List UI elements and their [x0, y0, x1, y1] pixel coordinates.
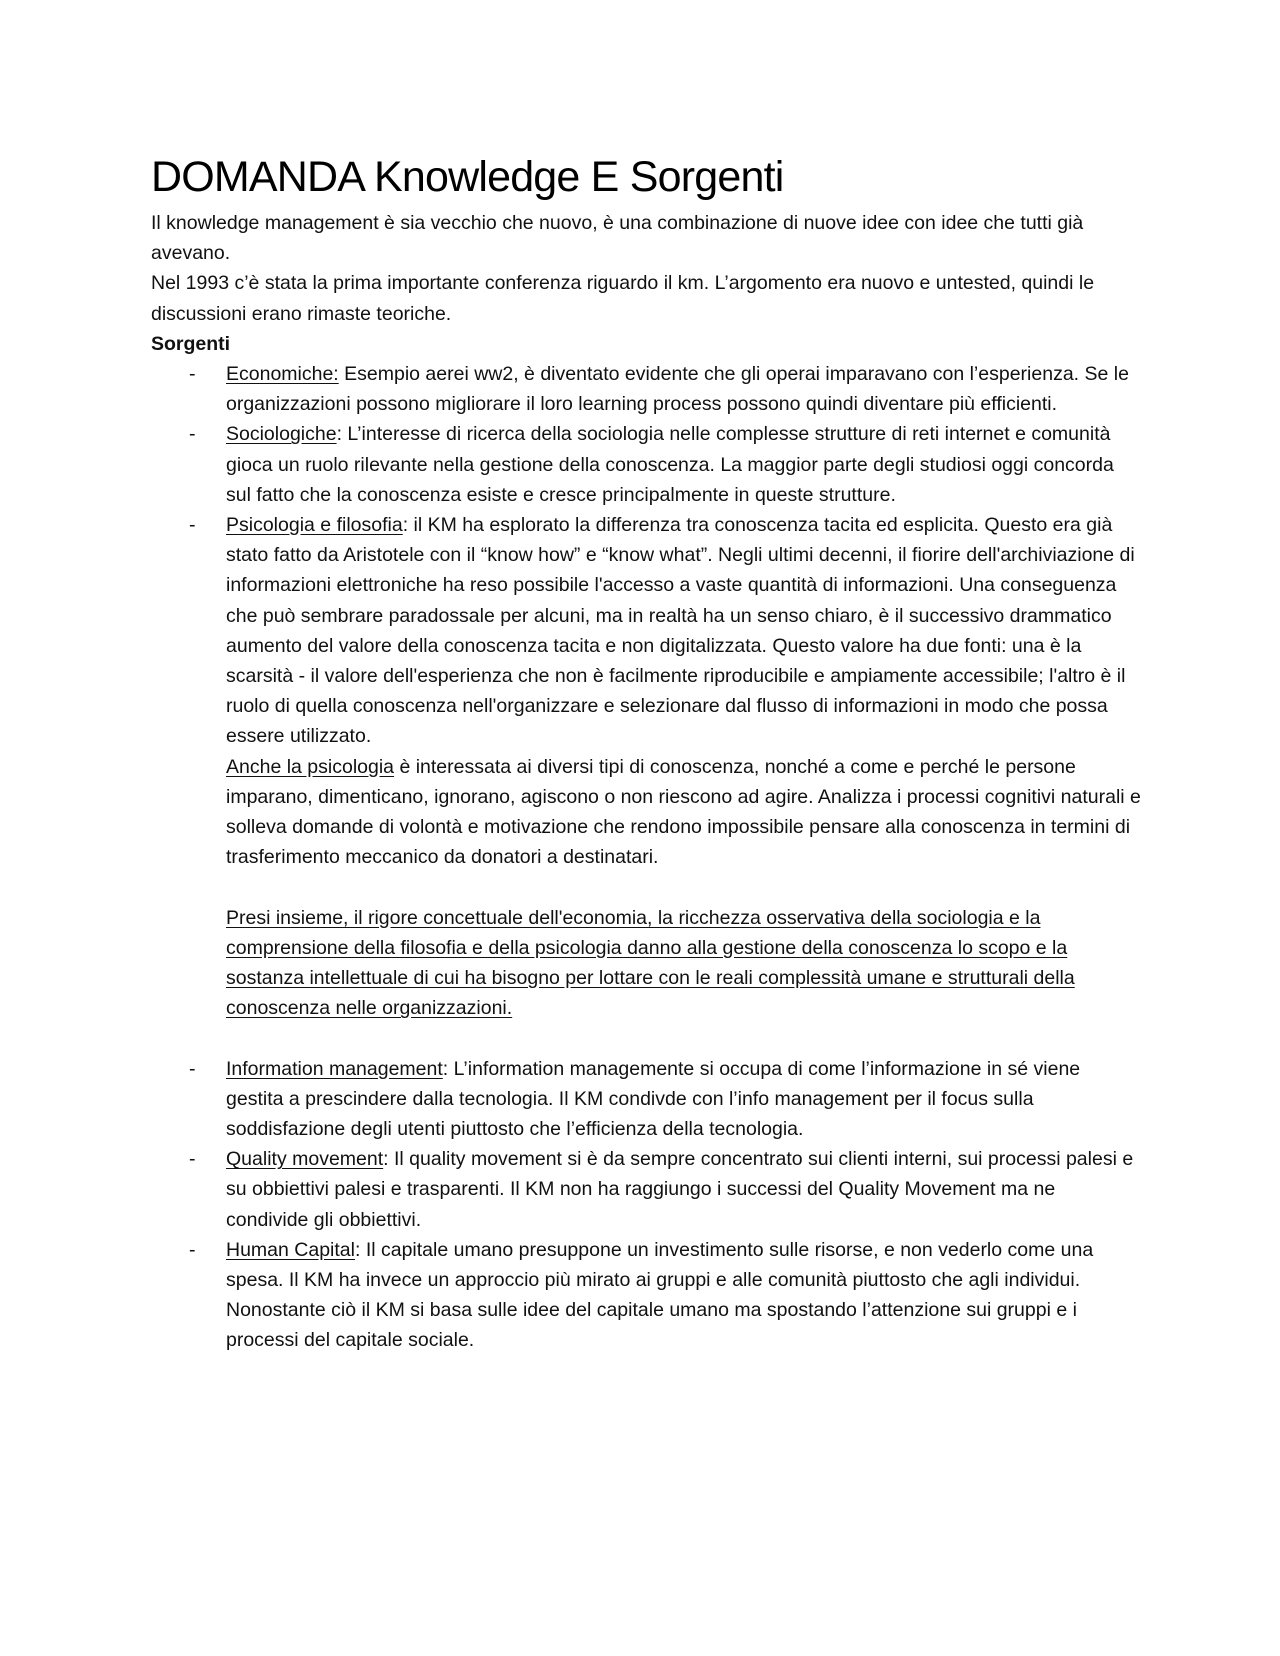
- text-sociologiche: : L’interesse di ricerca della sociologia nelle complesse strutture di reti internet e comunità gioca un ruolo rilevante nella gestione della conoscenza. La maggior parte degli studiosi oggi concorda sul fatto che la conoscenza esiste e cresce principalmente in queste strutture.: [226, 423, 1114, 506]
- intro-paragraph-1: Il knowledge management è sia vecchio che nuovo, è una combinazione di nuove idee con idee che tutti già avevano.: [151, 212, 1084, 265]
- list-item-human-capital: [151, 1235, 1141, 1356]
- text-information-management: : L’information managemente si occupa di come l’informazione in sé viene gestita a prescindere dalla tecnologia. Il KM condivde con l’info management per il focus sulla soddisfazione degli utenti piuttosto che l’efficienza della tecnologia.: [226, 1057, 1081, 1141]
- intro-paragraph-2: Nel 1993 c’è stata la prima importante conferenza riguardo il km. L’argomento era nuovo e untested, quindi le discussioni erano rimaste teoriche.: [151, 272, 1095, 325]
- document-title: DOMANDA Knowledge E Sorgenti: [151, 153, 784, 201]
- list-item-information-management: [151, 1054, 1141, 1145]
- term-anche-psicologia: Anche la psicologia: [226, 755, 395, 778]
- text-anche-psicologia: è interessata ai diversi tipi di conoscenza, nonché a come e perché le persone imparano, dimenticano, ignorano, agiscono o non riescono ad agire. Analizza i processi cognitivi naturali e solleva domande di volontà e motivazione che rendono impossibile pensare alla conoscenza in termini di trasferimento meccanico da donatori a destinatari.: [226, 755, 1141, 869]
- list-item-quality-movement: [151, 1144, 1141, 1235]
- list-item-economiche: [151, 359, 1141, 419]
- sources-list: [151, 359, 1141, 1356]
- bullet-dash: -: [189, 1148, 196, 1171]
- bullet-dash: -: [189, 1238, 196, 1261]
- text-quality-movement: : Il quality movement si è da sempre concentrato sui clienti interni, sui processi palesi e su obbiettivi palesi e trasparenti. Il KM non ha raggiungo i successi del Quality Movement ma ne condivide gli obbiettivi.: [226, 1148, 1134, 1231]
- text-economiche: Esempio aerei ww2, è diventato evidente che gli operai imparavano con l’esperienza. Se le organizzazioni possono migliorare il loro learning process possono quindi diventare più efficienti.: [226, 363, 1129, 416]
- term-economiche: Economiche:: [226, 363, 339, 386]
- blank-line: [226, 1023, 1141, 1053]
- blank-line: [226, 872, 1141, 902]
- term-information-management: Information management: [226, 1057, 443, 1080]
- term-human-capital: Human Capital: [226, 1238, 355, 1261]
- bullet-dash: -: [189, 363, 196, 386]
- term-psicologia-filosofia: Psicologia e filosofia: [226, 514, 403, 537]
- bullet-dash: -: [189, 1057, 196, 1080]
- list-item-psicologia-filosofia: [151, 510, 1141, 1054]
- document-page: [151, 150, 1141, 1356]
- text-human-capital: : Il capitale umano presuppone un investimento sulle risorse, e non vederlo come una spesa. Il KM ha invece un approccio più mirato ai gruppi e alle comunità piuttosto che agli individui. Nonostante ciò il KM si basa sulle idee del capitale umano ma spostando l’attenzione sui gruppi e i processi del capitale sociale.: [226, 1238, 1094, 1352]
- term-sociologiche: Sociologiche: [226, 423, 337, 446]
- bullet-dash: -: [189, 423, 196, 446]
- summary-paragraph: Presi insieme, il rigore concettuale dell'economia, la ricchezza osservativa della sociologia e la comprensione della filosofia e della psicologia danno alla gestione della conoscenza lo scopo e la sostanza intellettuale di cui ha bisogno per lottare con le reali complessità umane e strutturali della conoscenza nelle organizzazioni.: [226, 906, 1075, 1020]
- term-quality-movement: Quality movement: [226, 1148, 384, 1171]
- list-item-sociologiche: [151, 419, 1141, 510]
- section-heading-sorgenti: Sorgenti: [151, 332, 231, 355]
- text-psicologia-filosofia: : il KM ha esplorato la differenza tra conoscenza tacita ed esplicita. Questo era già stato fatto da Aristotele con il “know how” e “know what”. Negli ultimi decenni, il fiorire dell'archiviazione di informazioni elettroniche ha reso possibile l'accesso a vaste quantità di informazioni. Una conseguenza che può sembrare paradossale per alcuni, ma in realtà ha un senso chiaro, è il successivo drammatico aumento del valore della conoscenza tacita e non digitalizzata. Questo valore ha due fonti: una è la scarsità - il valore dell'esperienza che non è facilmente riproducibile e ampiamente accessibile; l'altro è il ruolo di quella conoscenza nell'organizzare e selezionare dal flusso di informazioni in modo che possa essere utilizzato.: [226, 514, 1135, 748]
- psicologia-paragraph: [226, 752, 1141, 873]
- bullet-dash: -: [189, 514, 196, 537]
